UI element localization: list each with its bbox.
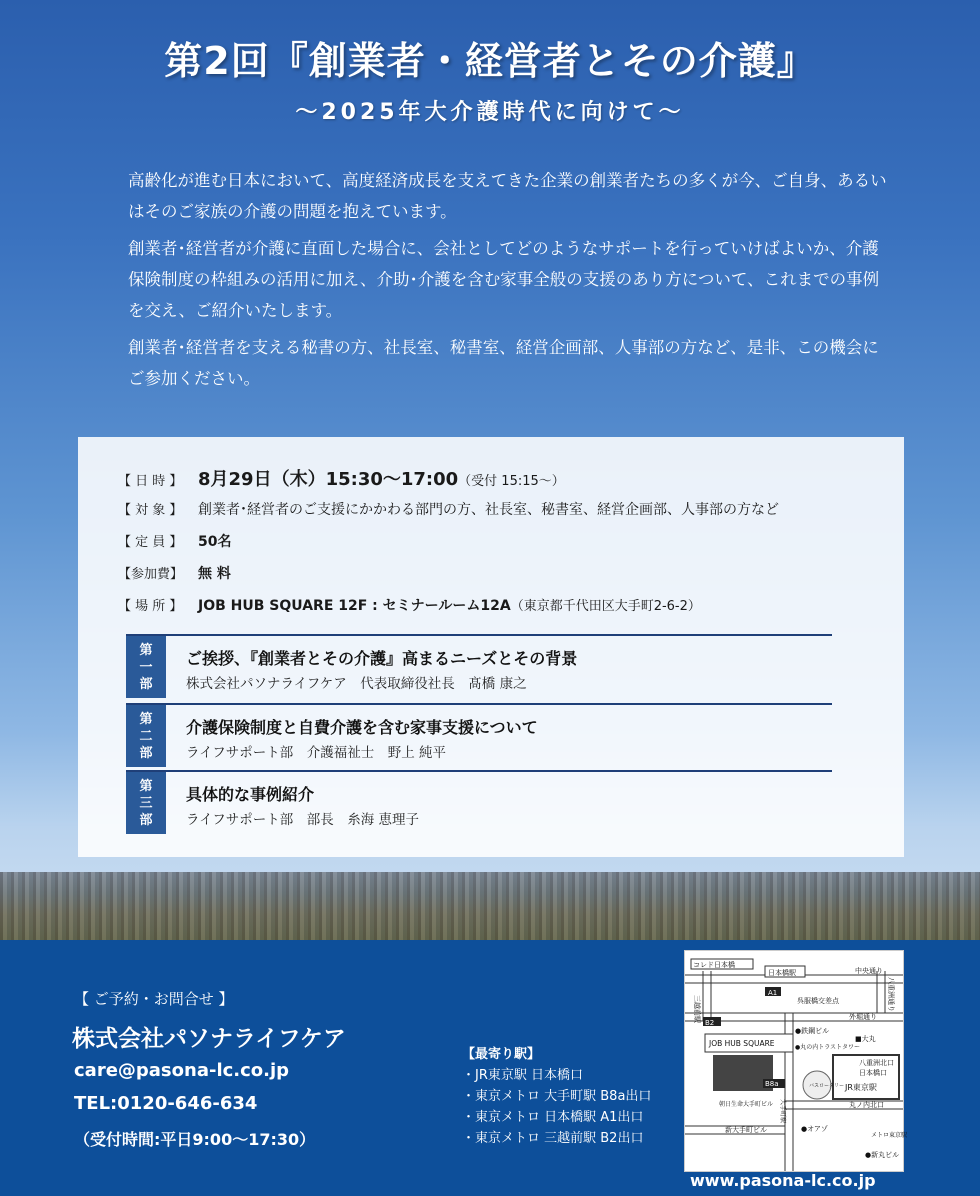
- part-1-title: ご挨拶、『創業者とその介護』高まるニーズとその背景: [186, 649, 578, 668]
- intro-text: [128, 165, 888, 400]
- svg-text:JR東京駅: JR東京駅: [845, 1083, 877, 1092]
- svg-text:●新丸ビル: ●新丸ビル: [865, 1151, 900, 1159]
- part-2-tag: 第 二 部: [126, 705, 166, 767]
- svg-text:B8a: B8a: [765, 1080, 779, 1088]
- station-item: ・東京メトロ 日本橋駅 A1出口: [462, 1110, 644, 1125]
- part-2-title: 介護保険制度と自費介護を含む家事支援について: [186, 718, 538, 737]
- station-item: ・東京メトロ 大手町駅 B8a出口: [462, 1089, 652, 1104]
- contact-email[interactable]: care@pasona-lc.co.jp: [74, 1060, 290, 1081]
- date-value: 8月29日（木）15:30～17:00: [198, 469, 459, 490]
- venue-value: JOB HUB SQUARE 12F : セミナールーム12A: [198, 598, 511, 614]
- target-label: 【 対 象 】: [118, 503, 183, 518]
- svg-text:JOB HUB SQUARE: JOB HUB SQUARE: [709, 1039, 775, 1048]
- contact-phone[interactable]: TEL:0120-646-634: [74, 1093, 258, 1114]
- svg-text:●丸の内トラストタワー: ●丸の内トラストタワー: [795, 1044, 861, 1051]
- town-landscape-photo: [0, 872, 980, 942]
- target-row: [118, 499, 779, 519]
- stations-heading: 【最寄り駅】: [462, 1047, 541, 1062]
- svg-text:朝日生命大手町ビル: 朝日生命大手町ビル: [719, 1101, 774, 1108]
- fee-value: 無 料: [198, 566, 231, 582]
- date-note: （受付 15:15～）: [458, 474, 565, 489]
- svg-text:●オアゾ: ●オアゾ: [801, 1125, 828, 1133]
- access-map: [684, 950, 908, 1172]
- svg-text:A1: A1: [768, 989, 778, 997]
- venue-row: [118, 595, 701, 615]
- capacity-value: 50名: [198, 534, 232, 550]
- nearest-stations: [462, 1044, 651, 1149]
- svg-text:日本橋口: 日本橋口: [859, 1069, 887, 1077]
- date-row: [118, 465, 565, 491]
- svg-text:●鉄鋼ビル: ●鉄鋼ビル: [795, 1027, 830, 1035]
- page-subtitle: ～2025年大介護時代に向けて～: [295, 100, 685, 125]
- svg-text:新大手町ビル: 新大手町ビル: [725, 1126, 767, 1134]
- svg-text:呉服橋交差点: 呉服橋交差点: [797, 997, 839, 1005]
- venue-address: （東京都千代田区大手町2-6-2）: [510, 599, 701, 614]
- access-map-drawing: [685, 951, 908, 1171]
- part-1-tag: 第 一 部: [126, 636, 166, 698]
- part-3-title: 具体的な事例紹介: [186, 785, 315, 804]
- date-label: 【 日 時 】: [118, 474, 183, 489]
- program-part-3: [126, 770, 832, 834]
- contact-heading: 【 ご予約・お問合せ 】: [74, 990, 234, 1008]
- company-name: 株式会社パソナライフケア: [72, 1026, 346, 1052]
- part-1-speaker: 株式会社パソナライフケア 代表取締役社長 髙橋 康之: [186, 676, 527, 692]
- svg-text:中央通り: 中央通り: [855, 967, 883, 975]
- station-item: ・東京メトロ 三越前駅 B2出口: [462, 1131, 644, 1146]
- website-url[interactable]: www.pasona-lc.co.jp: [690, 1171, 876, 1190]
- svg-text:八重洲通り: 八重洲通り: [887, 977, 895, 1012]
- capacity-row: [118, 531, 231, 551]
- svg-text:三越前駅: 三越前駅: [693, 995, 701, 1023]
- svg-text:丸ノ内北口: 丸ノ内北口: [849, 1101, 884, 1109]
- event-details-panel: [78, 437, 904, 857]
- station-item: ・JR東京駅 日本橋口: [462, 1068, 583, 1083]
- intro-paragraph-1: 高齢化が進む日本において、高度経済成長を支えてきた企業の創業者たちの多くが今、ご自身、あるいはそのご家族の介護の問題を抱えています。: [128, 171, 887, 221]
- capacity-label: 【 定 員 】: [118, 535, 183, 550]
- venue-label: 【 場 所 】: [118, 599, 183, 614]
- intro-paragraph-3: 創業者･経営者を支える秘書の方、社長室、秘書室、経営企画部、人事部の方など、是非、この機会にご参加ください。: [128, 338, 879, 388]
- intro-paragraph-2: 創業者･経営者が介護に直面した場合に、会社としてどのようなサポートを行っていけばよいか、介護保険制度の枠組みの活用に加え、介助･介護を含む家事全般の支援のあり方について、これまでの事例を交え、ご紹介いたします。: [128, 239, 880, 320]
- contact-footer: [0, 940, 980, 1196]
- svg-text:日本橋駅: 日本橋駅: [768, 969, 796, 977]
- svg-text:■大丸: ■大丸: [855, 1035, 876, 1043]
- svg-text:外堀通り: 外堀通り: [849, 1013, 877, 1021]
- part-3-tag: 第 三 部: [126, 772, 166, 834]
- svg-text:八重洲北口: 八重洲北口: [859, 1059, 894, 1067]
- svg-text:メトロ東京駅: メトロ東京駅: [871, 1132, 908, 1139]
- target-value: 創業者･経営者のご支援にかかわる部門の方、社長室、秘書室、経営企画部、人事部の方など: [198, 502, 779, 518]
- part-2-speaker: ライフサポート部 介護福祉士 野上 純平: [186, 745, 446, 761]
- program-part-1: [126, 634, 832, 698]
- page-title: 第2回『創業者・経営者とその介護』: [164, 39, 816, 83]
- svg-text:大手町駅: 大手町駅: [779, 1099, 786, 1124]
- program-part-2: [126, 703, 832, 767]
- svg-text:バスロータリー: バスロータリー: [809, 1083, 845, 1089]
- part-3-speaker: ライフサポート部 部長 糸海 恵理子: [186, 812, 419, 828]
- contact-hours: （受付時間:平日9:00～17:30）: [74, 1130, 316, 1149]
- fee-row: [118, 563, 231, 583]
- svg-text:B2: B2: [705, 1019, 715, 1027]
- svg-text:コレド日本橋: コレド日本橋: [693, 961, 735, 969]
- fee-label: 【参加費】: [118, 567, 184, 582]
